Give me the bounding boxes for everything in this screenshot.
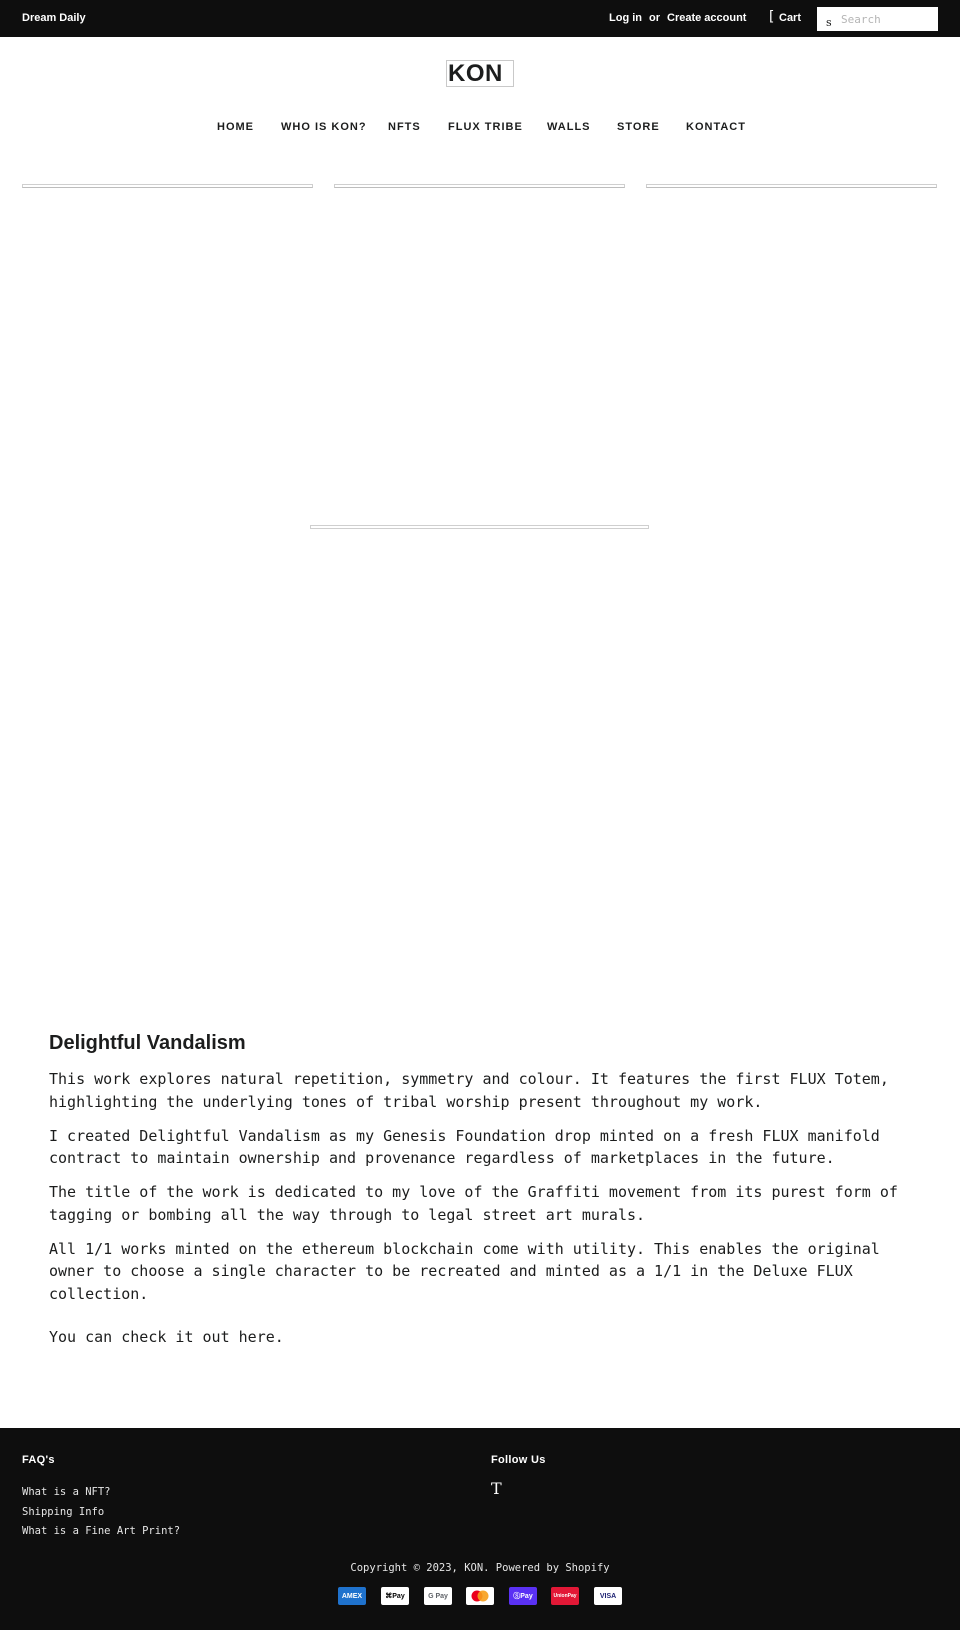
copyright-text: Copyright © 2023, KON. Powered by Shopify bbox=[350, 1562, 610, 1574]
follow-us-heading: Follow Us bbox=[491, 1454, 546, 1466]
faq-link-item bbox=[22, 1522, 180, 1542]
apple-pay-label: ⌘Pay bbox=[385, 1593, 405, 1600]
union-pay-label: UnionPay bbox=[553, 1593, 577, 1599]
gallery-image-2[interactable] bbox=[334, 184, 625, 188]
search-icon[interactable]: s bbox=[826, 16, 832, 29]
create-account-link[interactable]: Create account bbox=[667, 12, 747, 24]
apple-pay-icon bbox=[381, 1587, 409, 1605]
faq-link-fine-art-print[interactable]: What is a Fine Art Print? bbox=[22, 1525, 181, 1537]
article-paragraph: This work explores natural repetition, symmetry and colour. It features the first FLUX Totem, highlighting the underlying tones of tribal worship present throughout my work. bbox=[49, 1070, 889, 1111]
faq-link-nft[interactable]: What is a NFT? bbox=[22, 1486, 111, 1498]
nav-store[interactable]: STORE bbox=[617, 121, 660, 133]
cart-link[interactable]: Cart bbox=[779, 12, 802, 24]
cart-icon[interactable]: [ bbox=[767, 9, 776, 25]
announcement-text: Dream Daily bbox=[22, 12, 86, 24]
gallery-image-1[interactable] bbox=[22, 184, 313, 188]
article-title: Delightful Vandalism bbox=[49, 1032, 246, 1054]
article-content bbox=[49, 1030, 929, 1360]
google-pay-label: G Pay bbox=[428, 1592, 448, 1600]
nav-walls[interactable]: WALLS bbox=[547, 121, 591, 133]
faq-link-item bbox=[22, 1503, 180, 1523]
google-pay-icon bbox=[424, 1587, 452, 1605]
article-paragraph: The title of the work is dedicated to my love of the Graffiti movement from its purest form of tagging or bombing all the way through to legal street art murals. bbox=[49, 1183, 898, 1224]
mastercard-circles-icon bbox=[470, 1590, 490, 1602]
or-text: or bbox=[649, 12, 660, 24]
check-it-out-link[interactable] bbox=[49, 1326, 929, 1349]
faq-heading: FAQ's bbox=[22, 1454, 55, 1466]
gallery-image-3[interactable] bbox=[646, 184, 937, 188]
amex-icon bbox=[338, 1587, 366, 1605]
shop-pay-label: ⓈPay bbox=[513, 1593, 533, 1600]
social-icon[interactable]: T bbox=[491, 1479, 502, 1498]
shop-pay-icon bbox=[509, 1587, 537, 1605]
nav-who-is-kon[interactable]: WHO IS KON? bbox=[281, 121, 367, 133]
nav-kontact[interactable]: KONTACT bbox=[686, 121, 746, 133]
site-logo[interactable]: KON bbox=[446, 60, 514, 87]
faq-links bbox=[22, 1483, 180, 1542]
article-paragraph: I created Delightful Vandalism as my Genesis Foundation drop minted on a fresh FLUX manifold contract to maintain ownership and provenance regardless of marketplaces in the future. bbox=[49, 1126, 880, 1167]
featured-image bbox=[310, 525, 649, 529]
announcement-bar bbox=[0, 0, 960, 37]
nav-nfts[interactable]: NFTS bbox=[388, 121, 421, 133]
faq-link-item bbox=[22, 1483, 180, 1503]
visa-label: VISA bbox=[599, 1592, 617, 1600]
check-it-out-link-text[interactable]: You can check it out here. bbox=[49, 1328, 284, 1346]
site-footer bbox=[0, 1428, 960, 1630]
search-input[interactable] bbox=[841, 9, 935, 29]
login-link[interactable]: Log in bbox=[609, 12, 642, 24]
main-navigation bbox=[0, 121, 960, 135]
search-form bbox=[817, 7, 938, 31]
visa-icon bbox=[594, 1587, 622, 1605]
article-paragraph: All 1/1 works minted on the ethereum blockchain come with utility. This enables the original owner to choose a single character to be recreated and minted as a 1/1 in the Deluxe FLUX collection. bbox=[49, 1239, 880, 1303]
amex-label: AMEX bbox=[341, 1592, 363, 1600]
mastercard-icon bbox=[466, 1587, 494, 1605]
nav-flux-tribe[interactable]: FLUX TRIBE bbox=[448, 121, 523, 133]
union-pay-icon bbox=[551, 1587, 579, 1605]
nav-home[interactable]: HOME bbox=[217, 121, 254, 133]
faq-link-shipping[interactable]: Shipping Info bbox=[22, 1505, 105, 1518]
